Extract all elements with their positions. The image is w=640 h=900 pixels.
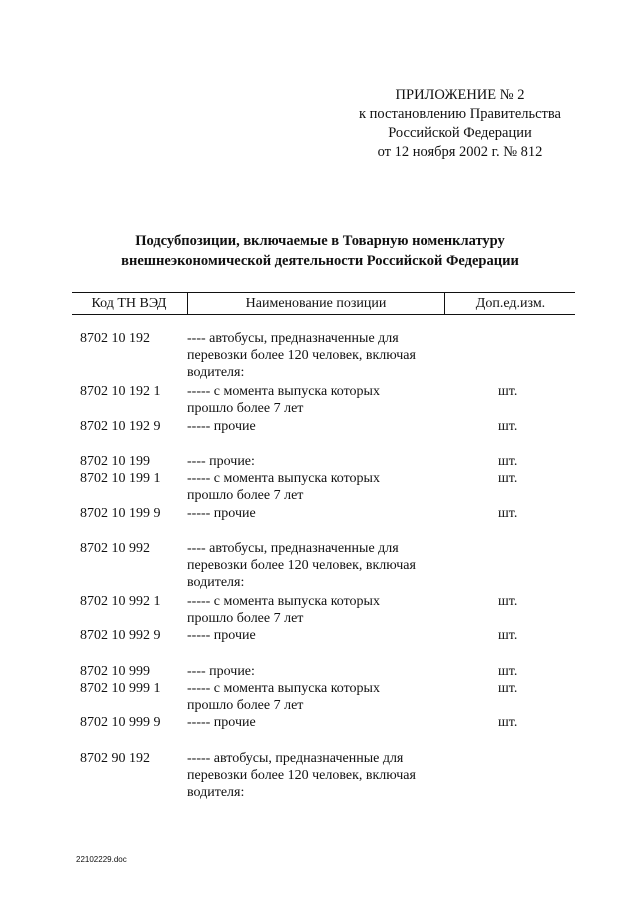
title-line-1: Подсубпозиции, включаемые в Товарную номенклатуру [135, 233, 505, 249]
row-code: 8702 10 192 9 [80, 419, 161, 434]
row-description [187, 540, 467, 591]
row-code: 8702 10 192 [80, 331, 150, 346]
desc-line: прошло более 7 лет [187, 611, 304, 626]
desc-line: прошло более 7 лет [187, 401, 304, 416]
desc-line: водителя: [187, 575, 245, 590]
row-code: 8702 10 992 [80, 541, 150, 556]
desc-line: перевозки более 120 человек, включая [187, 348, 416, 363]
desc-line: ----- с момента выпуска которых [187, 681, 380, 696]
desc-line: водителя: [187, 365, 245, 380]
row-code: 8702 10 999 1 [80, 681, 161, 696]
row-description [187, 470, 467, 504]
desc-line: перевозки более 120 человек, включая [187, 768, 416, 783]
header-code: Код ТН ВЭД [91, 296, 167, 311]
row-description [187, 714, 467, 731]
appendix-federation: Российской Федерации [388, 125, 532, 141]
row-unit: шт. [498, 628, 518, 643]
appendix-label: ПРИЛОЖЕНИЕ № 2 [395, 87, 525, 103]
desc-line: ---- прочие: [187, 454, 255, 469]
desc-line: ---- автобусы, предназначенные для [187, 331, 399, 346]
desc-line: прошло более 7 лет [187, 488, 304, 503]
footer-filename: 22102229.doc [76, 855, 127, 864]
row-unit: шт. [498, 664, 518, 679]
row-unit: шт. [498, 594, 518, 609]
row-code: 8702 10 992 9 [80, 628, 161, 643]
row-unit: шт. [498, 715, 518, 730]
row-description [187, 663, 467, 680]
desc-line: ----- прочие [187, 419, 256, 434]
row-code: 8702 10 999 9 [80, 715, 161, 730]
row-description [187, 418, 467, 435]
row-unit: шт. [498, 471, 518, 486]
row-code: 8702 10 199 [80, 454, 150, 469]
row-code: 8702 10 199 1 [80, 471, 161, 486]
desc-line: перевозки более 120 человек, включая [187, 558, 416, 573]
row-unit: шт. [498, 681, 518, 696]
row-description [187, 453, 467, 470]
row-description [187, 750, 467, 801]
row-code: 8702 10 192 1 [80, 384, 161, 399]
row-description [187, 680, 467, 714]
row-code: 8702 10 992 1 [80, 594, 161, 609]
row-description [187, 505, 467, 522]
row-code: 8702 10 999 [80, 664, 150, 679]
desc-line: прошло более 7 лет [187, 698, 304, 713]
desc-line: ----- прочие [187, 506, 256, 521]
title-line-2: внешнеэкономической деятельности Российской Федерации [121, 253, 519, 269]
desc-line: ---- прочие: [187, 664, 255, 679]
desc-line: ----- с момента выпуска которых [187, 594, 380, 609]
row-unit: шт. [498, 454, 518, 469]
desc-line: ----- с момента выпуска которых [187, 384, 380, 399]
row-unit: шт. [498, 506, 518, 521]
desc-line: ----- автобусы, предназначенные для [187, 751, 404, 766]
row-code: 8702 10 199 9 [80, 506, 161, 521]
row-unit: шт. [498, 419, 518, 434]
row-description [187, 593, 467, 627]
header-unit: Доп.ед.изм. [444, 293, 576, 314]
desc-line: ----- прочие [187, 628, 256, 643]
desc-line: водителя: [187, 785, 245, 800]
row-code: 8702 90 192 [80, 751, 150, 766]
desc-line: ----- с момента выпуска которых [187, 471, 380, 486]
appendix-resolution: к постановлению Правительства [359, 106, 561, 122]
row-description [187, 383, 467, 417]
header-name: Наименование позиции [187, 293, 444, 314]
row-description [187, 330, 467, 381]
desc-line: ----- прочие [187, 715, 256, 730]
desc-line: ---- автобусы, предназначенные для [187, 541, 399, 556]
row-description [187, 627, 467, 644]
appendix-date: от 12 ноября 2002 г. № 812 [377, 144, 543, 160]
row-unit: шт. [498, 384, 518, 399]
